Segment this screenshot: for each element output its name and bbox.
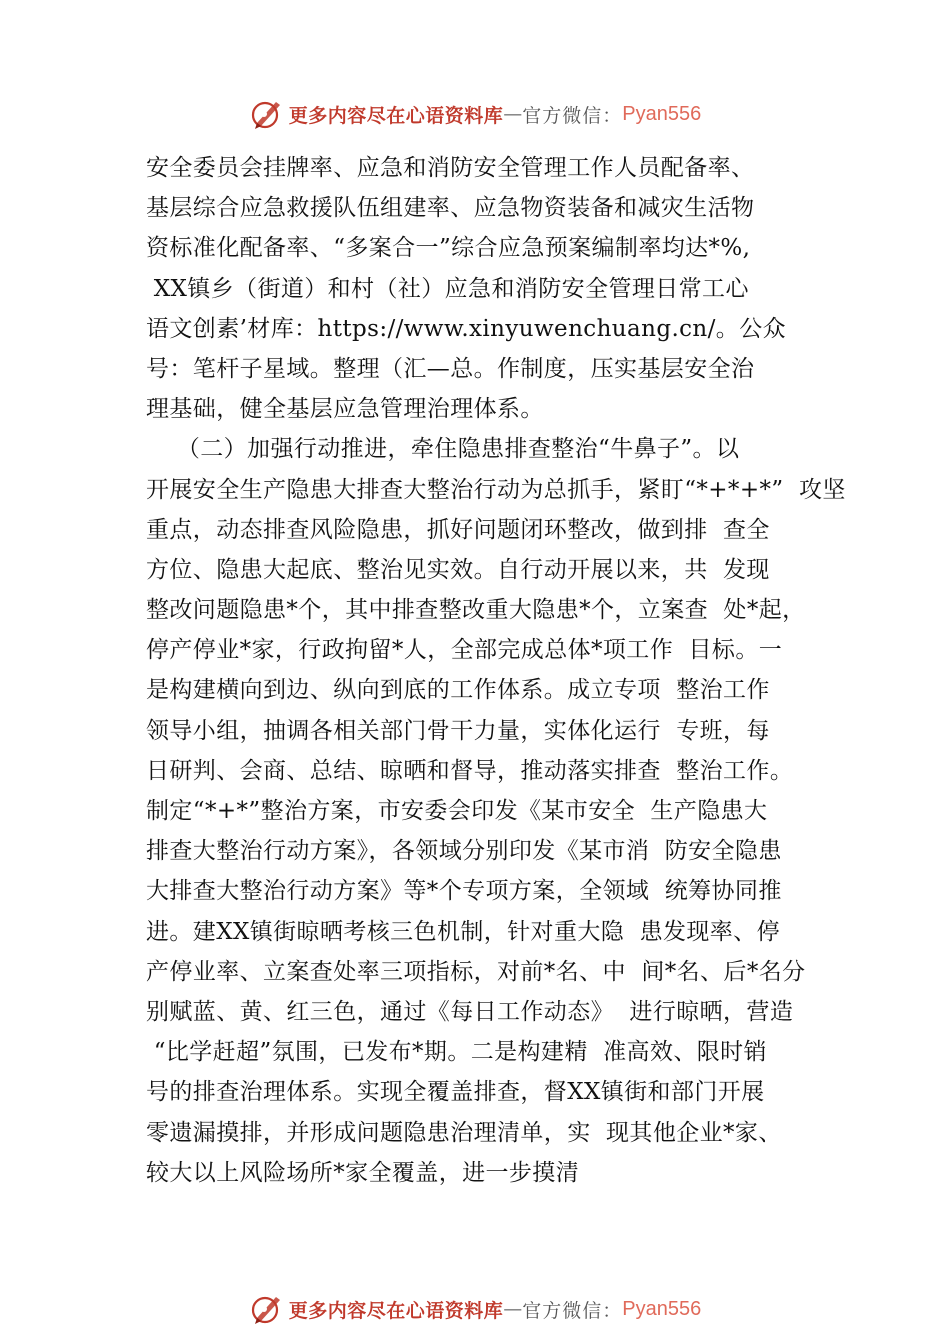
text-line: 产停业率、立案查处率三项指标，对前*名、中 间*名、后*名分 xyxy=(146,958,806,985)
watermark-separator: — xyxy=(503,103,523,125)
text-line: “比学赶超”氛围，已发布*期。二是构建精 准高效、限时销 xyxy=(146,1039,767,1066)
text-line: 重点，动态排查风险隐患，抓好问题闭环整改，做到排 查全 xyxy=(146,516,770,543)
text-line: 停产停业*家，行政拘留*人，全部完成总体*项工作 目标。一 xyxy=(146,637,783,664)
watermark-wechat-id: Pyan556 xyxy=(622,1297,702,1320)
text-line: 别赋蓝、黄、红三色，通过《每日工作动态》 进行晾晒，营造 xyxy=(146,998,794,1025)
text-line: 领导小组，抽调各相关部门骨干力量，实体化运行 专班，每 xyxy=(146,717,770,744)
pen-logo-icon xyxy=(249,96,285,132)
text-line: 零遗漏摸排，并形成问题隐患治理清单，实 现其他企业*家、 xyxy=(146,1119,782,1146)
text-line: 是构建横向到边、纵向到底的工作体系。成立专项 整治工作 xyxy=(146,677,770,704)
text-line: 开展安全生产隐患大排查大整治行动为总抓手，紧盯“*+*+*” 攻坚 xyxy=(146,476,846,503)
watermark-banner-bottom xyxy=(0,1289,950,1329)
text-line: 语文创素’材库：https://www.xinyuwenchuang.cn/。公众 xyxy=(146,315,786,342)
watermark-wechat-label: 官方微信： xyxy=(522,1299,623,1322)
watermark-brand: 更多内容尽在心语资料库 xyxy=(288,1299,504,1322)
watermark-wechat-id: Pyan556 xyxy=(622,102,702,125)
text-line: 方位、隐患大起底、整治见实效。自行动开展以来，共 发现 xyxy=(146,556,770,583)
text-line: 大排查大整治行动方案》等*个专项方案，全领域 统筹协同推 xyxy=(146,878,782,905)
text-line: 理基础，健全基层应急管理治理体系。 xyxy=(146,396,544,423)
text-line: （二）加强行动推进，牵住隐患排查整治“牛鼻子”。以 xyxy=(146,436,740,463)
watermark-wechat-label: 官方微信： xyxy=(522,104,623,127)
pen-logo-icon xyxy=(249,1291,285,1327)
text-line: 日研判、会商、总结、晾晒和督导，推动落实排查 整治工作。 xyxy=(146,757,794,784)
text-line: 排查大整治行动方案》，各领域分别印发《某市消 防安全隐患 xyxy=(146,838,782,865)
text-line: 制定“*+*”整治方案，市安委会印发《某市安全 生产隐患大 xyxy=(146,798,768,824)
text-line: 进。建XX镇街晾晒考核三色机制，针对重大隐 患发现率、停 xyxy=(146,918,780,945)
text-line: 号：笔杆子星域。整理（汇—总。作制度，压实基层安全治 xyxy=(146,355,755,382)
watermark-separator: — xyxy=(503,1298,523,1320)
watermark-banner-top xyxy=(0,94,950,134)
text-line: 资标准化配备率、“多案合一”综合应急预案编制率均达*%, xyxy=(146,235,751,262)
text-line: 安全委员会挂牌率、应急和消防安全管理工作人员配备率、 xyxy=(146,155,755,181)
text-line: XX镇乡（街道）和村（社）应急和消防安全管理日常工心 xyxy=(146,275,749,302)
text-line: 整改问题隐患*个，其中排查整改重大隐患*个，立案查 处*起， xyxy=(146,597,806,624)
watermark-brand: 更多内容尽在心语资料库 xyxy=(288,104,504,127)
document-body xyxy=(146,148,846,1193)
text-line: 基层综合应急救援队伍组建率、应急物资装备和减灾生活物 xyxy=(146,195,755,222)
text-line: 较大以上风险场所*家全覆盖，进一步摸清 xyxy=(146,1159,580,1186)
text-line: 号的排查治理体系。实现全覆盖排查，督XX镇街和部门开展 xyxy=(146,1079,765,1106)
